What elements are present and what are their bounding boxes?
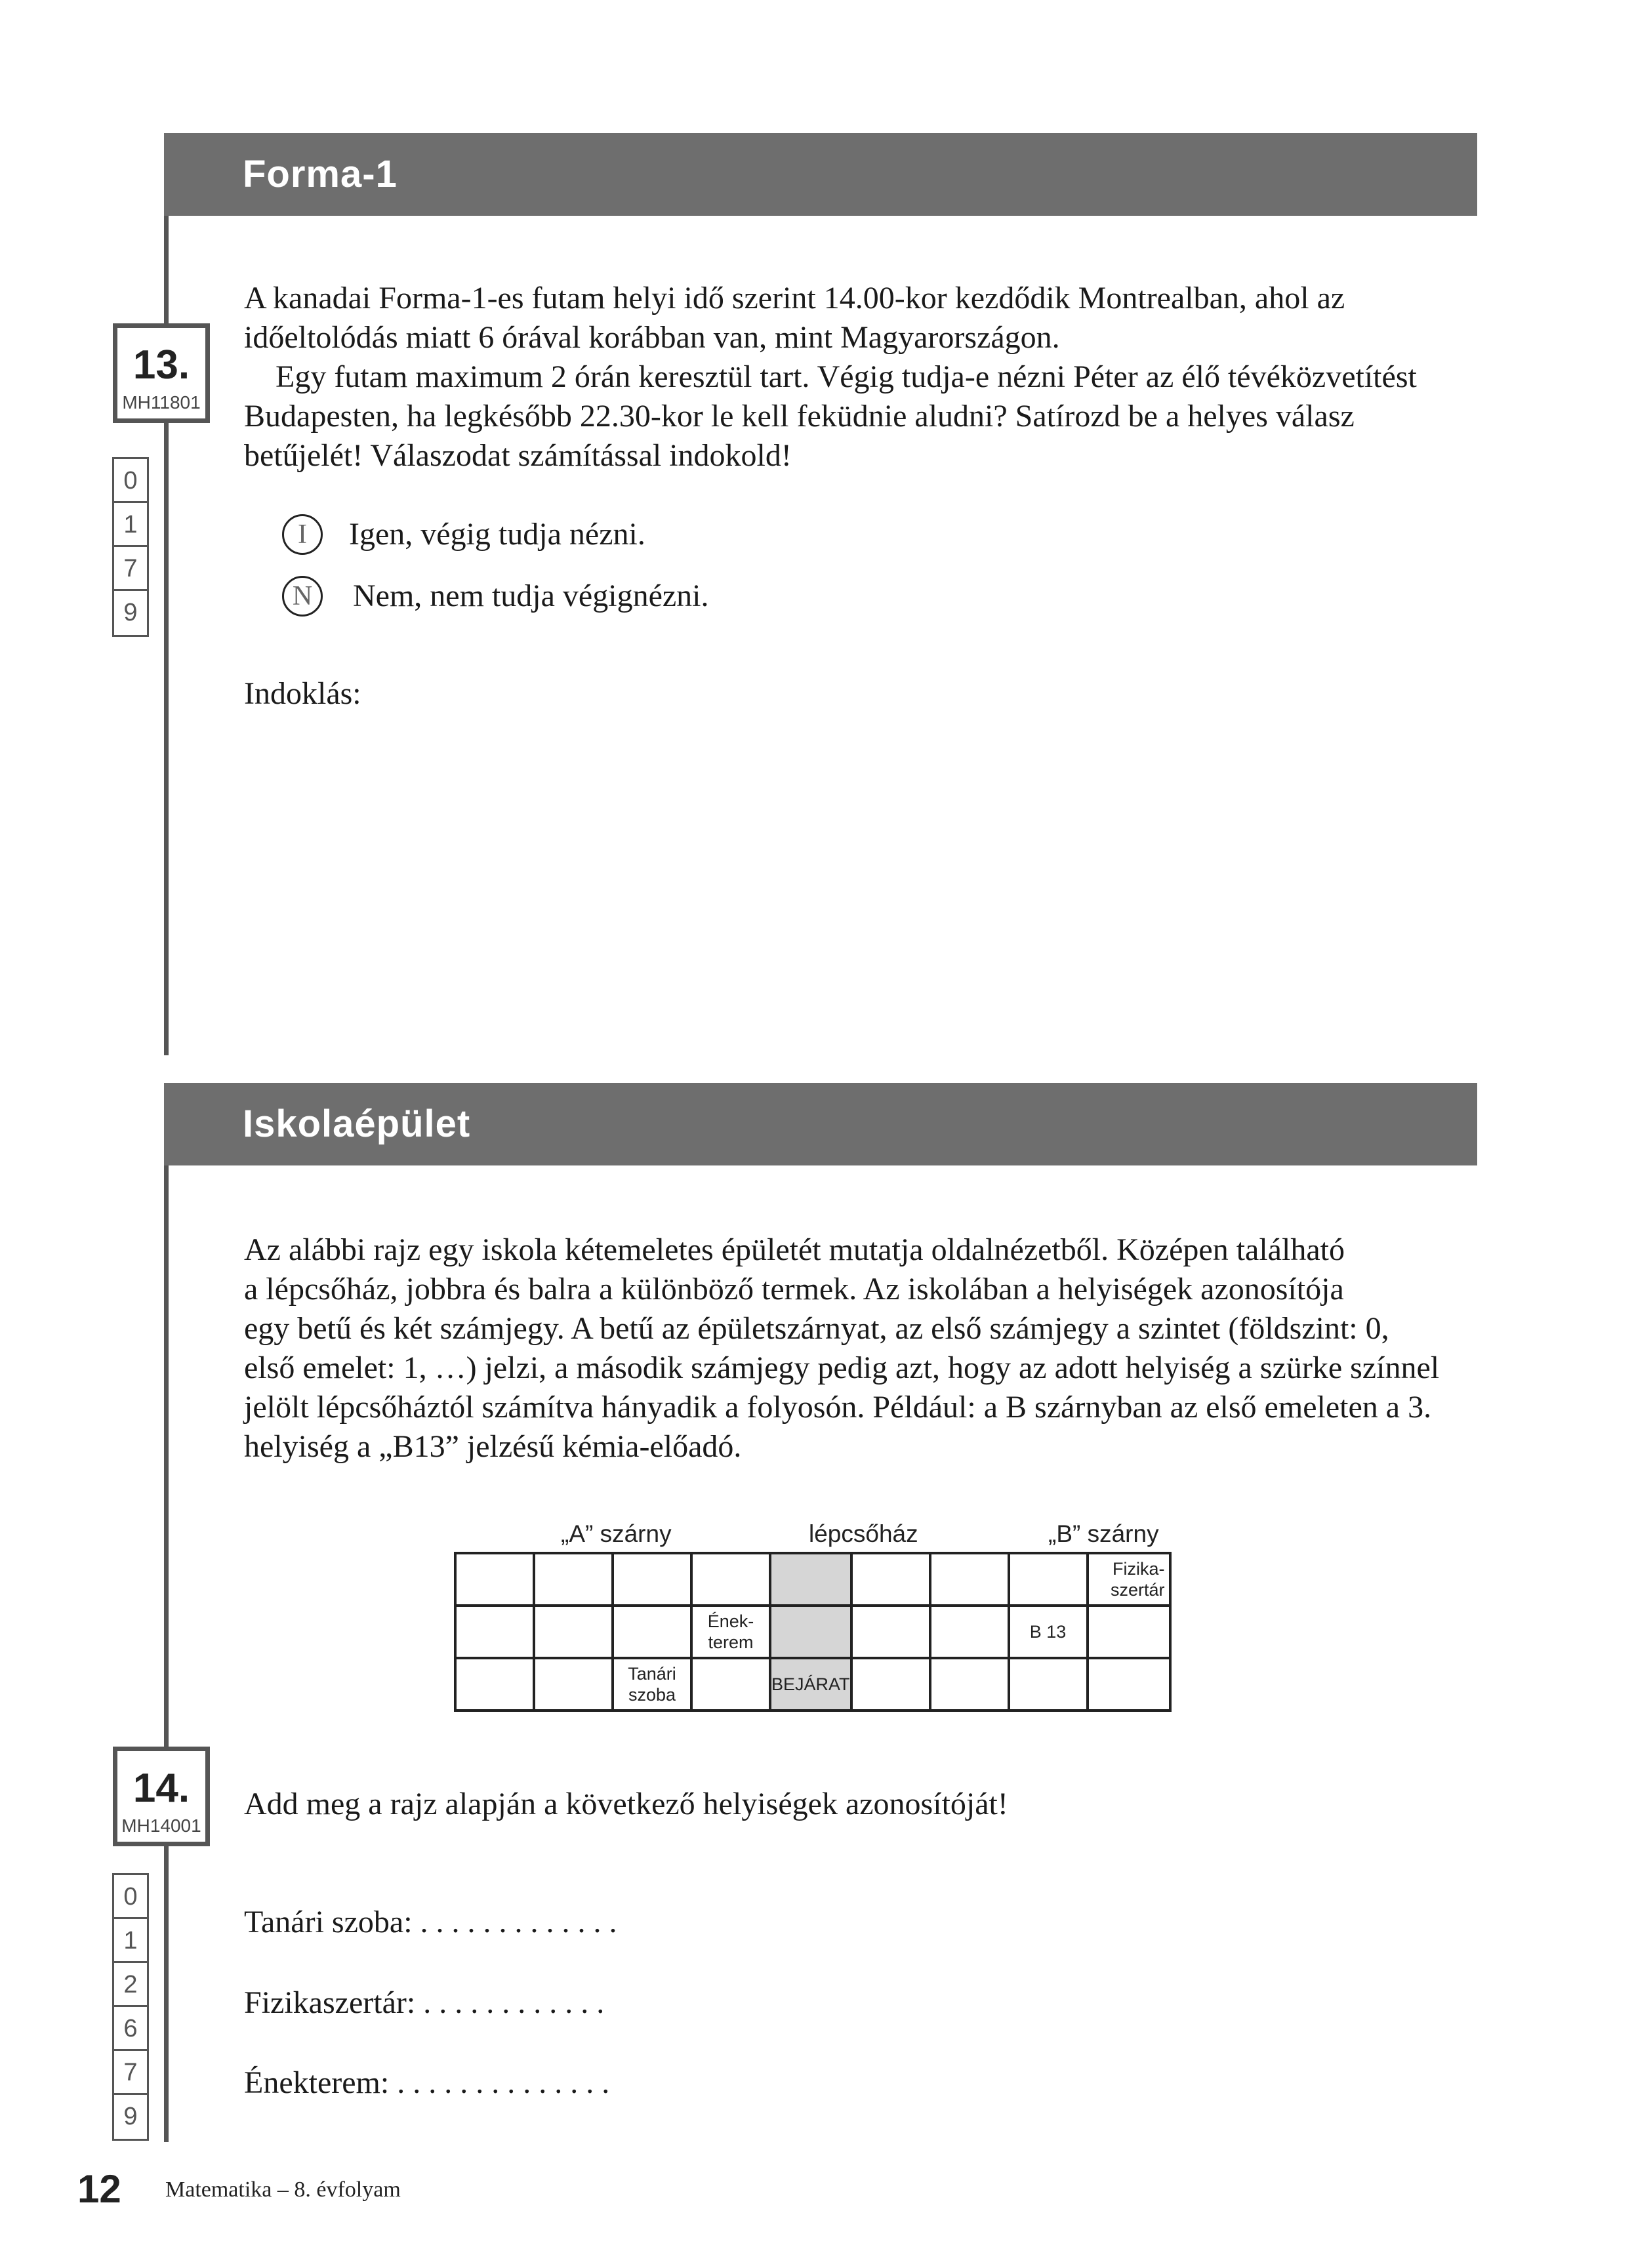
room-cell [1088,1658,1170,1711]
fill-in-enekterem[interactable]: Énekterem: . . . . . . . . . . . . . . [244,2065,610,2100]
stairwell-cell [770,1553,851,1606]
text-line: a lépcsőház, jobbra és balra a különböző termek. Az iskolában a helyiségek azonosítója [244,1272,1344,1306]
option-text: Nem, nem tudja végignézni. [353,578,709,613]
score-box[interactable]: 1 [114,503,147,547]
answer-option-no[interactable] [282,576,709,617]
section-title: Iskolaépület [243,1103,471,1145]
floor-row-0 [455,1658,1170,1711]
task-number-box [113,1747,210,1846]
room-cell [1088,1606,1170,1658]
room-cell [930,1553,1009,1606]
text-line: Az alábbi rajz egy iskola kétemeletes épületét mutatja oldalnézetből. Középen található [244,1232,1345,1267]
room-cell [534,1658,613,1711]
score-box[interactable]: 6 [114,2007,147,2051]
footer-text: Matematika – 8. évfolyam [165,2177,401,2202]
task-number: 14. [133,1766,190,1811]
task13-text [244,279,1417,476]
score-box[interactable]: 2 [114,1963,147,2007]
room-cell [613,1606,691,1658]
score-box[interactable]: 0 [114,459,147,503]
floor-row-2 [455,1553,1170,1606]
room-label-b13: B 13 [1009,1606,1088,1658]
floor-row-1 [455,1606,1170,1658]
task-code: MH14001 [121,1815,201,1836]
room-cell [455,1606,534,1658]
task-number: 13. [133,342,190,388]
room-label-enekterem: Ének- terem [691,1606,770,1658]
score-box[interactable]: 0 [114,1875,147,1919]
score-boxes [112,1873,149,2141]
room-cell [930,1606,1009,1658]
room-cell [455,1658,534,1711]
room-label-tanari-szoba: Tanári szoba [613,1658,691,1711]
room-cell [691,1658,770,1711]
room-cell [455,1553,534,1606]
room-cell [691,1553,770,1606]
stairwell-cell [770,1606,851,1658]
fill-in-tanari-szoba[interactable]: Tanári szoba: . . . . . . . . . . . . . [244,1905,617,1939]
task-margin-line [164,1165,169,2142]
section-title: Forma-1 [243,153,398,195]
room-cell [851,1606,930,1658]
option-text: Igen, végig tudja nézni. [349,517,645,552]
room-cell [613,1553,691,1606]
text-line: A kanadai Forma-1-es futam helyi idő szerint 14.00-kor kezdődik Montrealban, ahol az [244,281,1345,315]
room-cell [930,1658,1009,1711]
task-number-box [113,323,210,423]
justification-label: Indoklás: [244,676,361,711]
score-box[interactable]: 9 [123,2103,138,2130]
room-cell [534,1553,613,1606]
task14-text [244,1230,1439,1467]
room-cell [534,1606,613,1658]
question-text: Add meg a rajz alapján a következő helyiségek azonosítóját! [244,1787,1008,1821]
task-code: MH11801 [122,392,201,413]
text-line: egy betű és két számjegy. A betű az épületszárnyat, az első számjegy a szintet (földszint: 0, [244,1311,1389,1346]
score-box[interactable]: 9 [123,599,138,626]
section-header-iskolaepulet [164,1083,1477,1165]
page-number: 12 [77,2167,121,2211]
score-box[interactable]: 7 [114,547,147,591]
option-letter-circle[interactable]: I [282,514,323,555]
text-line: Egy futam maximum 2 órán keresztül tart. Végig tudja-e nézni Péter az élő tévéközvetítést [276,359,1417,394]
score-box[interactable]: 1 [114,1919,147,1963]
room-label-fizikaszertar: Fizika- szertár [1088,1553,1170,1606]
text-line: jelölt lépcsőháztól számítva hányadik a folyosón. Például: a B szárnyban az első emeleten a 3. [244,1390,1432,1425]
text-line: Budapesten, ha legkésőbb 22.30-kor le kell feküdnie aludni? Satírozd be a helyes válasz [244,399,1355,434]
entrance-cell: BEJÁRAT [770,1658,851,1711]
text-line: első emelet: 1, …) jelzi, a második számjegy pedig azt, hogy az adott helyiség a szürke színnel [244,1350,1440,1385]
building-diagram [454,1552,1172,1712]
fill-in-fizikaszertar[interactable]: Fizikaszertár: . . . . . . . . . . . . [244,1985,605,2020]
wing-b-label: „B” szárny [1048,1520,1159,1547]
room-cell [1009,1658,1088,1711]
score-boxes [112,457,149,637]
room-cell [851,1658,930,1711]
section-header-forma1 [164,133,1477,216]
text-line: időeltolódás miatt 6 órával korábban van, mint Magyarországon. [244,320,1060,355]
stairs-label: lépcsőház [809,1520,918,1547]
wing-a-label: „A” szárny [561,1520,672,1547]
option-letter-circle[interactable]: N [282,576,323,617]
room-cell [851,1553,930,1606]
text-line: helyiség a „B13” jelzésű kémia-előadó. [244,1429,742,1464]
room-cell [1009,1553,1088,1606]
answer-option-yes[interactable] [282,514,645,555]
text-line: betűjelét! Válaszodat számítással indokold! [244,438,792,473]
score-box[interactable]: 7 [114,2051,147,2095]
